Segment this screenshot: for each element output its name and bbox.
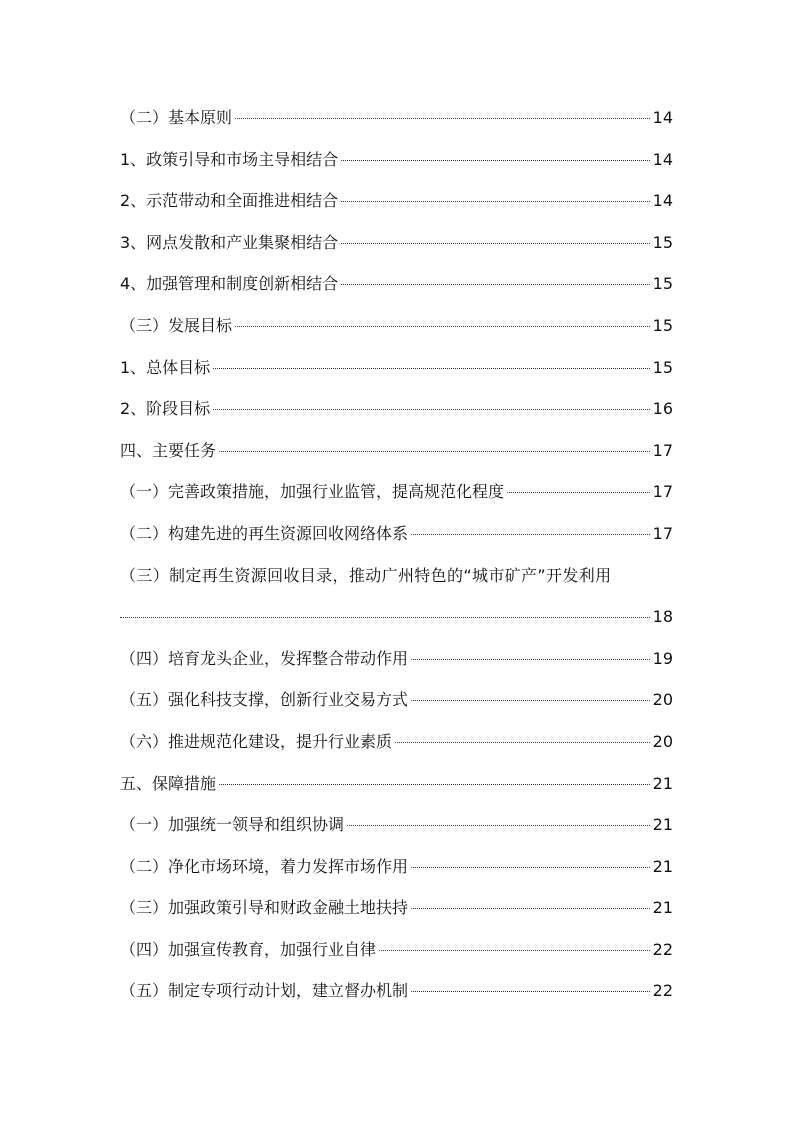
- leader-dots: [411, 867, 650, 868]
- leader-dots: [411, 991, 650, 992]
- leader-dots: [219, 784, 650, 785]
- toc-entry-label: 2、示范带动和全面推进相结合: [120, 191, 339, 211]
- toc-entry[interactable]: [120, 225, 673, 267]
- toc-entry-page: 19: [652, 648, 673, 668]
- toc-entry-page: 21: [652, 856, 673, 876]
- toc-entry-label: （四）培育龙头企业，发挥整合带动作用: [120, 648, 409, 668]
- toc-entry[interactable]: [120, 391, 673, 433]
- toc-entry-label: （一）完善政策措施，加强行业监管，提高规范化程度: [120, 482, 505, 502]
- leader-dots: [213, 368, 649, 369]
- leader-dots: [395, 742, 650, 743]
- leader-dots: [213, 409, 649, 410]
- leader-dots: [235, 326, 650, 327]
- toc-entry-label: （三）制定再生资源回收目录，推动广州特色的“城市矿产”开发利用: [120, 565, 612, 585]
- toc-entry[interactable]: [120, 474, 673, 516]
- leader-dots: [235, 118, 650, 119]
- toc-entry-label: 五、保障措施: [120, 773, 217, 793]
- leader-dots: [341, 243, 649, 244]
- toc-entry[interactable]: [120, 350, 673, 392]
- toc-entry-label: 四、主要任务: [120, 440, 217, 460]
- toc-entry[interactable]: [120, 183, 673, 225]
- toc-entry-page: 21: [652, 815, 673, 835]
- toc-entry-page: 20: [652, 731, 673, 751]
- toc-entry-label: （五）强化科技支撑，创新行业交易方式: [120, 690, 409, 710]
- leader-dots: [341, 201, 649, 202]
- toc-entry-page: 14: [652, 108, 673, 127]
- toc-entry-page: 15: [652, 315, 673, 335]
- toc-entry[interactable]: [120, 807, 673, 849]
- toc-entry-label: （五）制定专项行动计划，建立督办机制: [120, 981, 409, 1001]
- toc-entry-label: （四）加强宣传教育，加强行业自律: [120, 939, 377, 959]
- toc-entry-page: 15: [652, 357, 673, 377]
- toc-entry-page: 17: [652, 523, 673, 543]
- leader-dots: [219, 451, 650, 452]
- toc-entry[interactable]: [120, 932, 673, 974]
- toc-entry[interactable]: [120, 100, 673, 142]
- toc-entry-label: （二）构建先进的再生资源回收网络体系: [120, 523, 409, 543]
- toc-entry-page: 14: [652, 191, 673, 211]
- toc-entry-page: 14: [652, 149, 673, 169]
- toc-entry-label: （三）发展目标: [120, 315, 233, 335]
- toc-entry-label: 1、政策引导和市场主导相结合: [120, 149, 339, 169]
- toc-entry-label: （二）基本原则: [120, 108, 233, 127]
- toc-entry-page: 15: [652, 274, 673, 294]
- leader-dots: [507, 492, 650, 493]
- toc-entry[interactable]: [120, 142, 673, 184]
- toc-entry[interactable]: [120, 641, 673, 683]
- toc-entry[interactable]: [120, 266, 673, 308]
- toc-entry-page: 22: [652, 981, 673, 1001]
- toc-entry-continuation[interactable]: [120, 599, 673, 641]
- toc-entry[interactable]: [120, 682, 673, 724]
- leader-dots: [120, 617, 650, 618]
- toc-entry[interactable]: [120, 516, 673, 558]
- leader-dots: [411, 659, 650, 660]
- toc-entry-label: 2、阶段目标: [120, 399, 211, 419]
- toc-entry-page: 17: [652, 440, 673, 460]
- toc-entry-page: 21: [652, 898, 673, 918]
- toc-entry[interactable]: [120, 308, 673, 350]
- toc-entry[interactable]: [120, 973, 673, 1015]
- toc-entry-label: （二）净化市场环境，着力发挥市场作用: [120, 856, 409, 876]
- toc-entry-page: 20: [652, 690, 673, 710]
- toc-entry[interactable]: [120, 558, 673, 600]
- leader-dots: [341, 284, 649, 285]
- leader-dots: [411, 908, 650, 909]
- leader-dots: [347, 825, 650, 826]
- toc-entry[interactable]: [120, 849, 673, 891]
- table-of-contents: [120, 100, 673, 1015]
- toc-entry-label: 4、加强管理和制度创新相结合: [120, 274, 339, 294]
- toc-entry-page: 16: [652, 399, 673, 419]
- toc-entry-page: 22: [652, 939, 673, 959]
- toc-entry-page: 18: [652, 607, 673, 627]
- toc-entry-label: （一）加强统一领导和组织协调: [120, 815, 345, 835]
- toc-entry-page: 15: [652, 232, 673, 252]
- toc-entry[interactable]: [120, 890, 673, 932]
- toc-entry-label: （六）推进规范化建设，提升行业素质: [120, 731, 393, 751]
- toc-entry[interactable]: [120, 724, 673, 766]
- toc-entry-label: （三）加强政策引导和财政金融土地扶持: [120, 898, 409, 918]
- toc-entry-label: 1、总体目标: [120, 357, 211, 377]
- toc-entry-page: 17: [652, 482, 673, 502]
- leader-dots: [411, 700, 650, 701]
- toc-entry-label: 3、网点发散和产业集聚相结合: [120, 232, 339, 252]
- toc-entry[interactable]: [120, 433, 673, 475]
- leader-dots: [411, 534, 650, 535]
- toc-entry-page: 21: [652, 773, 673, 793]
- leader-dots: [341, 160, 649, 161]
- leader-dots: [379, 950, 650, 951]
- toc-entry[interactable]: [120, 766, 673, 808]
